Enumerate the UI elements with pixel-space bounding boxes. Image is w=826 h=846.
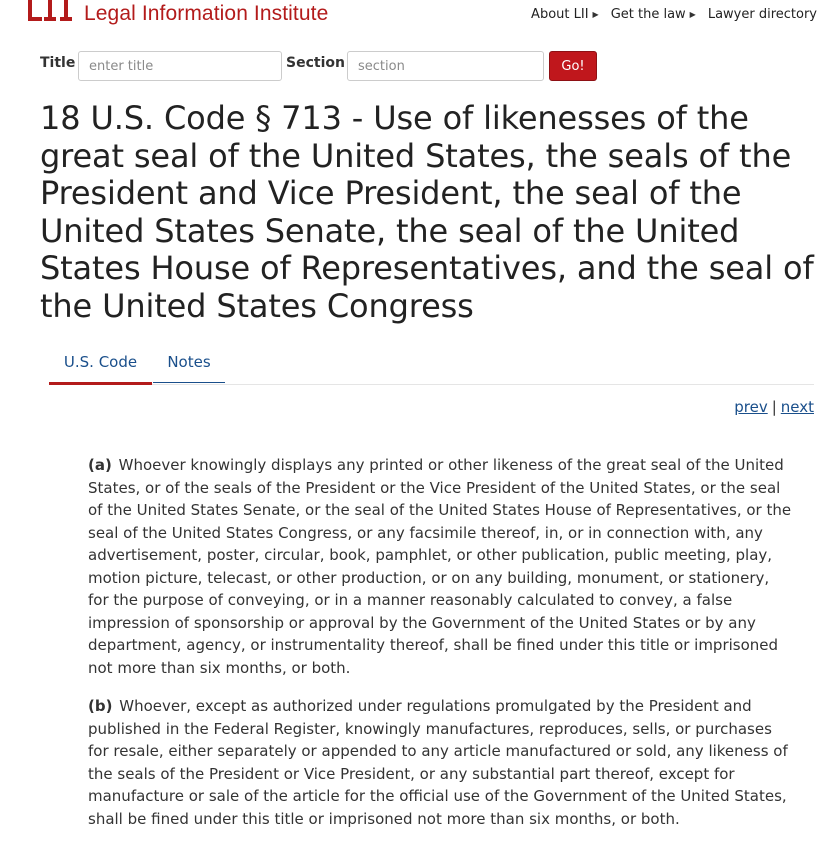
subsection-label: (a) xyxy=(88,456,112,474)
section-label: Section xyxy=(286,55,345,71)
page-title: 18 U.S. Code § 713 - Use of likenesses of the great seal of the United States, the seals of the President and Vice President, the seal of the United States Senate, the seal of the United States House of Representatives, and the seal of the United States Congress xyxy=(40,99,814,325)
caret-right-icon: ▶ xyxy=(689,10,696,19)
nav-lawyer-directory[interactable] xyxy=(708,7,817,22)
statute-text xyxy=(88,454,794,846)
nav-about-lii-label: About LII xyxy=(531,7,589,22)
caret-right-icon: ▶ xyxy=(592,10,599,19)
next-link[interactable]: next xyxy=(780,398,814,416)
nav-lawyer-directory-label: Lawyer directory xyxy=(707,7,817,22)
title-input[interactable] xyxy=(78,51,282,81)
pager xyxy=(734,398,814,416)
go-button[interactable]: Go! xyxy=(549,51,597,81)
tab-us-code-label: U.S. Code xyxy=(63,353,138,371)
lii-logo-mark xyxy=(26,0,80,30)
subsection-label: (b) xyxy=(88,697,113,715)
pager-separator: | xyxy=(771,398,777,416)
tab-notes-label: Notes xyxy=(167,353,211,371)
nav-about-lii[interactable] xyxy=(531,7,599,22)
brand-name: Legal Information Institute xyxy=(84,2,329,25)
prev-link[interactable]: prev xyxy=(734,398,768,416)
section-input[interactable] xyxy=(347,51,544,81)
subsection-b xyxy=(88,695,794,830)
nav-get-the-law-label: Get the law xyxy=(610,7,686,22)
lii-logo[interactable] xyxy=(26,0,328,30)
tab-notes[interactable] xyxy=(153,346,225,383)
subsection-text: Whoever, except as authorized under regulations promulgated by the President and published in the Federal Register, knowingly manufactures, reproduces, sells, or purchases for resale, either separately or appended to any article manufactured or sold, any likeness of the seals of the President or Vice President, or any substantial part thereof, except for manufacture or sale of the article for the official use of the Government of the United States, shall be fined under this title or imprisoned not more than six months, or both. xyxy=(88,697,788,828)
subsection-a xyxy=(88,454,794,679)
nav-get-the-law[interactable] xyxy=(611,7,696,22)
tab-us-code[interactable] xyxy=(49,346,152,385)
title-label: Title xyxy=(40,55,76,71)
top-navigation xyxy=(531,7,817,22)
subsection-text: Whoever knowingly displays any printed or other likeness of the great seal of the United States, or of the seals of the President or the Vice President of the United States, or the seal of the United States Senate, or the seal of the United States House of Representatives, or the seal of the United States Congress, or any facsimile thereof, in, or in connection with, any advertisement, poster, circular, book, pamphlet, or other publication, public meeting, play, motion picture, telecast, or other production, or on any building, monument, or stationery, for the purpose of conveying, or in a manner reasonably calculated to convey, a false impression of sponsorship or approval by the Government of the United States or by any department, agency, or instrumentality thereof, shall be fined under this title or imprisoned not more than six months, or both. xyxy=(88,456,792,677)
tab-bar xyxy=(49,346,814,385)
